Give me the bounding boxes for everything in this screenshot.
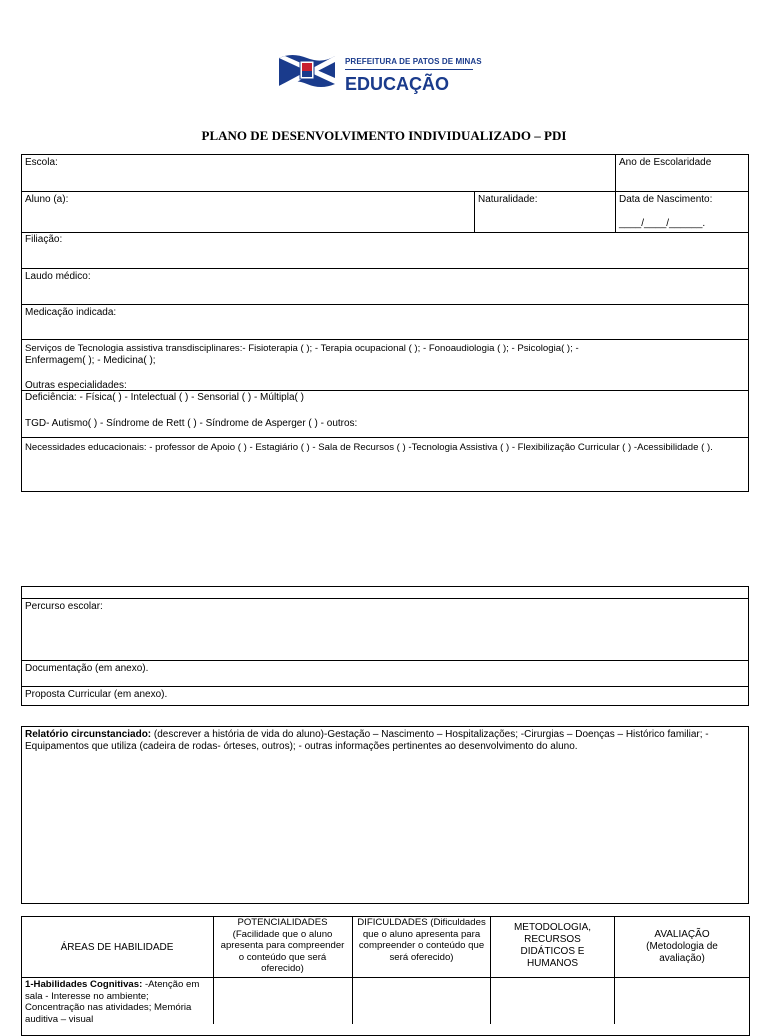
municipal-flag-icon xyxy=(277,50,337,92)
header-avaliacao: AVALIAÇÃO (Metodologia de avaliação) xyxy=(646,929,718,964)
ano-escolaridade-field[interactable]: Ano de Escolaridade xyxy=(619,157,712,168)
brand-name: PREFEITURA DE PATOS DE MINAS xyxy=(345,57,482,66)
filiacao-field[interactable]: Filiação: xyxy=(25,234,63,245)
brand-divider xyxy=(345,69,473,70)
data-nascimento-blank: ____/____/______. xyxy=(619,218,706,229)
brand-department: EDUCAÇÃO xyxy=(345,74,450,94)
servicos-line2: Enfermagem( ); - Medicina( ); xyxy=(25,355,156,366)
header-dificuldades: DIFICULDADES (Dificuldades que o aluno apresenta para compreender o conteúdo que será oferecido) xyxy=(357,917,486,963)
row-habilidades-text: -Atenção em sala - Interesse no ambiente; Concentração nas atividades; Memória auditiva – visual xyxy=(25,979,200,1025)
relatorio-description: (descrever a história de vida do aluno)-Gestação – Nascimento – Hospitalizações; -Cirurgias – Doenças – Histórico familiar; - Equipamentos que utiliza (cadeira de rodas- órteses, outros); - outras informações pertinentes ao desenvolvimento do aluno. xyxy=(25,729,709,752)
outras-especialidades-field[interactable]: Outras especialidades: xyxy=(25,380,127,391)
escola-field[interactable]: Escola: xyxy=(25,157,58,168)
tgd-field[interactable]: TGD- Autismo( ) - Síndrome de Rett ( ) - Síndrome de Asperger ( ) - outros: xyxy=(25,418,358,429)
aluno-field[interactable]: Aluno (a): xyxy=(25,194,69,205)
header-metodologia: METODOLOGIA, RECURSOS DIDÁTICOS E HUMANOS xyxy=(513,922,592,969)
relatorio-label: Relatório circunstanciado: xyxy=(25,729,152,740)
laudo-field[interactable]: Laudo médico: xyxy=(25,271,91,282)
row-habilidades-label: 1-Habilidades Cognitivas: xyxy=(25,979,143,990)
proposta-field[interactable]: Proposta Curricular (em anexo). xyxy=(25,689,168,700)
deficiencia-field[interactable]: Deficiência: - Física( ) - Intelectual ( ) - Sensorial ( ) - Múltipla( ) xyxy=(25,392,304,403)
header-potencialidades: POTENCIALIDADES (Facilidade que o aluno apresenta para compreender o conteúdo que será oferecido) xyxy=(220,917,345,974)
medicacao-field[interactable]: Medicação indicada: xyxy=(25,307,117,318)
page-title: PLANO DE DESENVOLVIMENTO INDIVIDUALIZADO – PDI xyxy=(201,128,567,143)
documentacao-field[interactable]: Documentação (em anexo). xyxy=(25,663,149,674)
header-areas: ÁREAS DE HABILIDADE xyxy=(60,942,174,953)
necessidades-field[interactable]: Necessidades educacionais: - professor de Apoio ( ) - Estagiário ( ) - Sala de Recursos ( ) -Tecnologia Assistiva ( ) - Flexibilização Curricular ( ) -Acessibilidade ( ). xyxy=(25,442,713,453)
servicos-line1: Serviços de Tecnologia assistiva transdisciplinares:- Fisioterapia ( ); - Terapia ocupacional ( ); - Fonoaudiologia ( ); - Psicologia( ); - xyxy=(25,343,579,354)
percurso-field[interactable]: Percurso escolar: xyxy=(25,601,103,612)
relatorio-text xyxy=(22,727,746,755)
row-habilidades-cognitivas xyxy=(22,978,213,1026)
data-nascimento-field[interactable]: Data de Nascimento: xyxy=(619,194,713,205)
naturalidade-field[interactable]: Naturalidade: xyxy=(478,194,538,205)
